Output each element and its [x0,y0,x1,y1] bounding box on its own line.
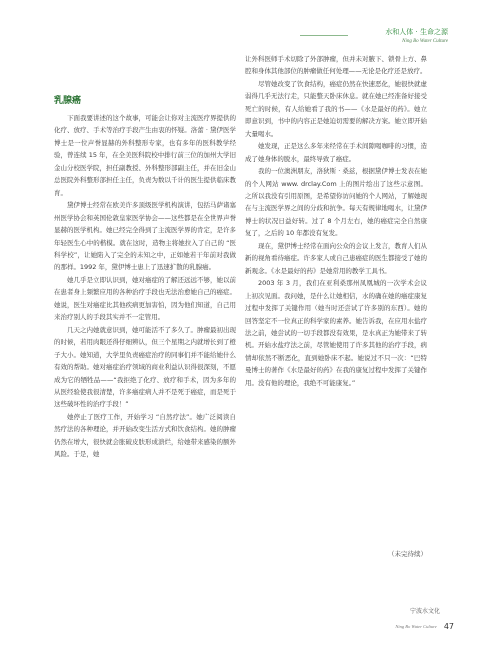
paragraph: 她几乎是立即认识到，她对癌症的了解还远远不够，她以前在患者身上频繁应用的各种治疗手段也无法治愈她自己的癌症。她说，医生对癌症比其他疾病更加害怕，因为他们知道，自己用来治疗别人的手段其实并不一定管用。 [54,275,236,322]
header-rule [300,35,348,36]
left-column [54,112,236,461]
paragraph: 尽管她改变了饮食结构，癌症仍然在快速恶化，她很快就虚弱得几乎无法行走，只能整天卧床休息。就在她已经准备好接受死亡的时候，有人给她看了我的书——《水是最好的药》。她立即意识到，书中的内容正是她迫切需要的解决方案。她立即开始大量喝水。 [245,79,427,138]
paragraph: 黛伊博士经常在欧美许多顶级医学机构演讲，包括马萨诸塞州医学协会和英国伦敦皇家医学协会——这些都是在全世界声誉显赫的医学机构。她已经完全得到了主流医学界的肯定，是许多年轻医生心中的楷模。就在这时，造物主将她拉入了自己的 “医科学校”，让她陷入了完全的未知之中，正如她若干年前对我做的那样。1992 年，黛伊博士患上了迅速扩散的乳腺癌。 [54,201,236,272]
footer-subtitle: Ning Bo Water Culture [395,624,437,629]
footer-magazine-name: 宁波水文化 [409,608,440,615]
paragraph: 她发现，正是这么多年来经常在手术间隙喝咖啡的习惯，造成了她身体的脱水，最终导致了癌症。 [245,142,427,163]
header-title: 水和人体 · 生命之源 [385,28,448,36]
paragraph: 我的一位澳洲朋友，洛狄斯 · 桑兹，根据黛伊博士发表在她的个人网站 www. drclay.Com 上的图片绘出了这些示意图。之所以我没有引用原图，是希望你访问她的个人网站，了解她现在与主流医学界之间的分歧和抗争。每天有规律地喝水，让黛伊博士的状况日益好转。过了 8 个月左右，她的癌症完全自然康复了，之后的 10 年都没有复发。 [245,167,427,238]
page-footer [368,608,454,635]
page-header [300,28,448,45]
to-be-continued: （未完待续） [388,550,427,558]
paragraph: 几天之内她就意识到，她可能活不了多久了。肿瘤最初出现的时候，若用肉眼还得仔细辨认，但三个星期之内就增长到了橙子大小。她知道，大学里负责癌症治疗的同事们并不能给她什么有效的帮助。她对癌症治疗领域的商业利益认识得很深刻，不愿成为它的牺牲品——“我拒绝了化疗、放疗和手术，因为多年的从医经验使我很清楚，许多癌症病人并不是死于癌症，而是死于这些破坏性的治疗手段！” [54,325,236,409]
header-subtitle: Ning Bo Water Culture [402,39,448,44]
paragraph: 现在，黛伊博士经常在面向公众的会议上发言，教育人们从新的视角看待癌症。许多家人或自己患癌症的医生都接受了她的新观念。《水是最好的药》是她常用的教学工具书。 [245,241,427,275]
paragraph: 她停止了医疗工作，开始学习 “自然疗法”。她广泛阅读自然疗法的各种理论，并开始改变生活方式和饮食结构。她的肿瘤仍然在增大，很快就会胀破皮肤形成溃烂，给她带来感染的额外风险。于是，她 [54,412,236,459]
page-number: 47 [443,622,454,631]
paragraph: 下面我要讲述的这个故事，可能会让你对主流医疗界提供的化疗、放疗、手术等治疗手段产生由衷的怀疑。洛蕾 · 黛伊医学博士是一位声誉显赫的外科整形专家，也有多年的医科教学经验，曾连续 15 年，在全美医科院校中排行前三位的加州大学旧金山分校医学院，担任副教授、外科整形部副主任，并在旧金山总医院外科整形部担任主任，负责为数以千计的医生提供临床教育。 [54,114,236,197]
paragraph: 让外科医师手术切除了外部肿瘤，但并未对腋下、锁骨上方、鼻腔和身体其他部位的肿瘤做任何处理——无论是化疗还是放疗。 [245,55,427,76]
section-title: 乳腺癌 [54,96,82,106]
right-column [245,53,427,389]
paragraph: 2003 年 3 月，我们在亚利桑那州凤凰城的一次学术会议上初次见面。我问她，是什么让她相信，水的确在她的癌症康复过程中发挥了关键作用（她当时还尝试了许多别的东西）。她的回答坚定不一位真正的科学家的素养。她告诉我，在应用水盐疗法之前，她尝试的一切手段都没有效果，是水真正为她带来了转机。开始水盐疗法之前，尽管她使用了许多其他的治疗手段，病情却依然不断恶化，直到她卧床不起。她说过不只一次：“巴特曼博士的著作《水是最好的药》在我的康复过程中发挥了关键作用。没有他的理论，我绝不可能康复。” [245,279,427,387]
